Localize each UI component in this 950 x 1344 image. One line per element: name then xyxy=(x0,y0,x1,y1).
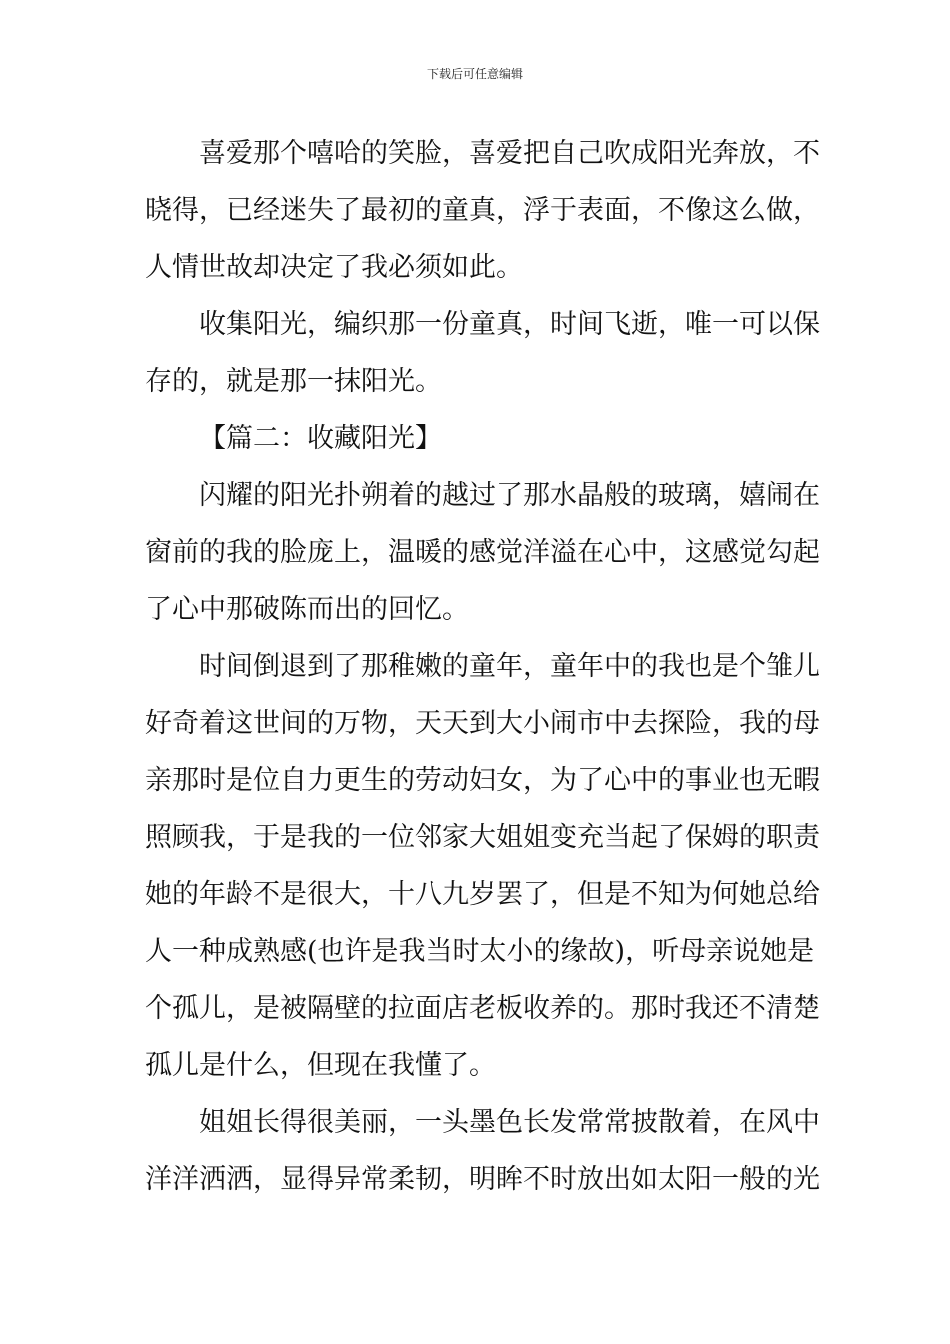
paragraph-line: 人情世故却决定了我必须如此。 xyxy=(145,252,523,283)
paragraph-line: 个孤儿，是被隔壁的拉面店老板收养的。那时我还不清楚 xyxy=(145,993,820,1024)
paragraph-line: 时间倒退到了那稚嫩的童年，童年中的我也是个雏儿 xyxy=(199,651,820,682)
paragraph-line: 她的年龄不是很大，十八九岁罢了，但是不知为何她总给 xyxy=(145,879,820,910)
document-body xyxy=(145,125,820,1208)
section-heading: 【篇二：收藏阳光】 xyxy=(199,423,442,454)
paragraph-line: 好奇着这世间的万物，天天到大小闹市中去探险，我的母 xyxy=(145,708,820,739)
paragraph-line: 晓得，已经迷失了最初的童真，浮于表面，不像这么做， xyxy=(145,195,820,226)
paragraph-line: 姐姐长得很美丽，一头墨色长发常常披散着，在风中 xyxy=(199,1107,820,1138)
paragraph-line: 人一种成熟感(也许是我当时太小的缘故)，听母亲说她是 xyxy=(145,936,815,967)
paragraph-line: 窗前的我的脸庞上，温暖的感觉洋溢在心中，这感觉勾起 xyxy=(145,537,820,568)
paragraph-line: 存的，就是那一抹阳光。 xyxy=(145,366,442,397)
paragraph-line: 了心中那破陈而出的回忆。 xyxy=(145,594,469,625)
paragraph-line: 喜爱那个嘻哈的笑脸，喜爱把自己吹成阳光奔放，不 xyxy=(199,138,820,169)
paragraph-line: 闪耀的阳光扑朔着的越过了那水晶般的玻璃，嬉闹在 xyxy=(199,480,820,511)
page-header: 下载后可任意编辑 xyxy=(426,67,523,81)
paragraph-line: 照顾我，于是我的一位邻家大姐姐变充当起了保姆的职责 xyxy=(145,822,820,853)
paragraph-line: 收集阳光，编织那一份童真，时间飞逝，唯一可以保 xyxy=(199,309,820,340)
paragraph-line: 亲那时是位自力更生的劳动妇女，为了心中的事业也无暇 xyxy=(145,765,820,796)
paragraph-line: 洋洋洒洒，显得异常柔韧，明眸不时放出如太阳一般的光 xyxy=(145,1164,820,1195)
paragraph-line: 孤儿是什么，但现在我懂了。 xyxy=(145,1050,496,1081)
